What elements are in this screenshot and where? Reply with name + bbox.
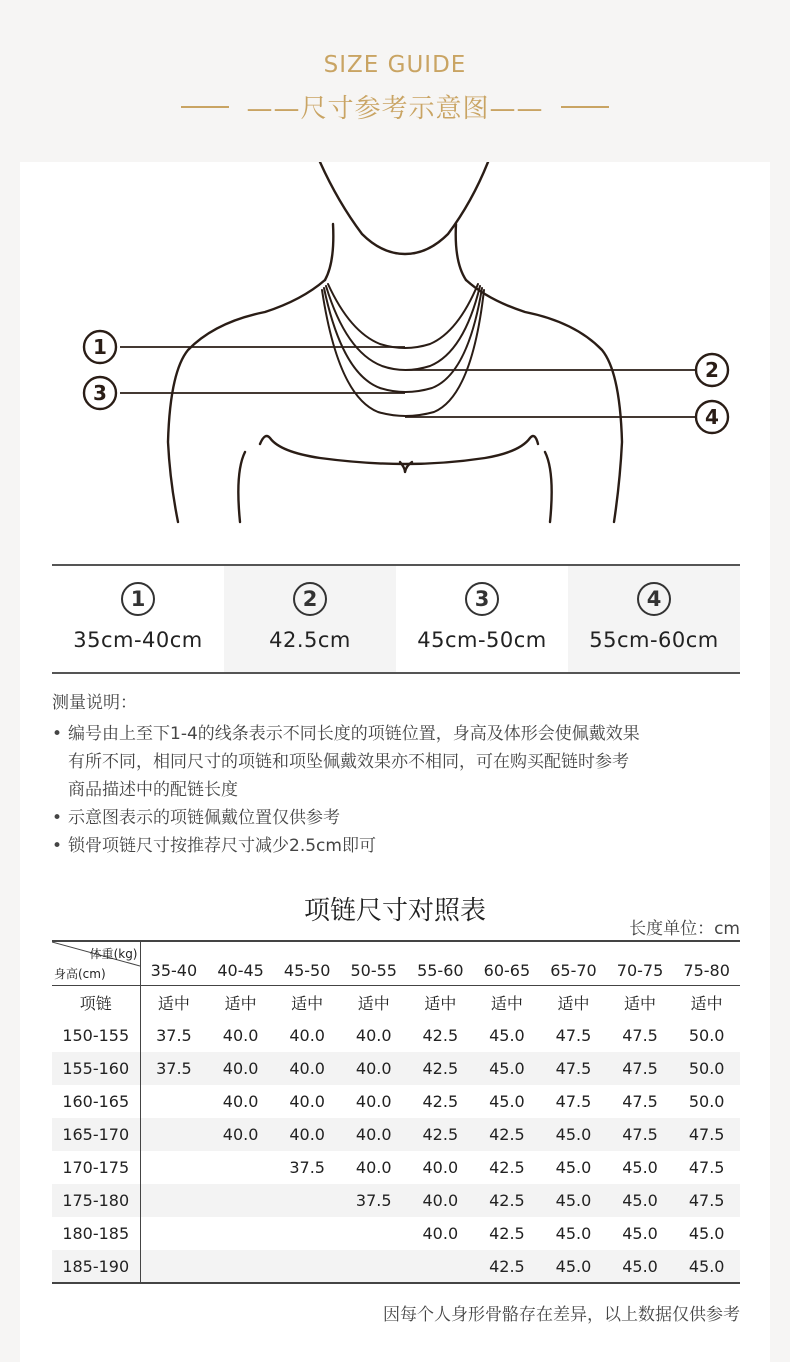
fit-cell: 适中 [474, 985, 541, 1019]
table-cell: 37.5 [156, 1026, 192, 1045]
size-table [52, 940, 740, 1284]
table-cell: 45.0 [607, 1250, 674, 1283]
row-height-label: 170-175 [52, 1151, 140, 1184]
table-cell: 47.5 [688, 1158, 725, 1177]
table-cell: 45.0 [622, 1224, 658, 1243]
table-row [52, 1184, 740, 1217]
row-height-label: 165-170 [52, 1118, 140, 1151]
table-row [52, 1250, 740, 1283]
table-cell: 47.5 [607, 1052, 674, 1085]
table-cell: 40.0 [207, 1118, 274, 1151]
row-height-label: 175-180 [52, 1184, 140, 1217]
title-zh: ——尺寸参考示意图—— [246, 94, 544, 124]
table-cell: 40.0 [407, 1184, 474, 1217]
table-row [52, 1052, 740, 1085]
table-cell: 45.0 [555, 1224, 592, 1243]
size-cell-1 [52, 566, 224, 672]
weight-header: 50-55 [340, 941, 407, 985]
title-zh-row [0, 88, 790, 124]
fit-cell: 适中 [207, 985, 274, 1019]
size-cell-3 [396, 566, 568, 672]
top-neckline [260, 436, 538, 464]
corner-weight-label: 体重(kg) [89, 947, 138, 961]
table-cell: 50.0 [688, 1092, 725, 1111]
table-cell [274, 1217, 341, 1250]
weight-header: 75-80 [673, 941, 740, 985]
weight-header: 60-65 [474, 941, 541, 985]
table-cell [207, 1151, 274, 1184]
table-cell: 40.0 [222, 1092, 259, 1111]
corner-height-label: 身高(cm) [54, 966, 106, 981]
note-item-3 [52, 832, 742, 860]
marker-3-label: 3 [93, 381, 107, 405]
table-row [52, 1151, 740, 1184]
weight-header: 45-50 [274, 941, 341, 985]
note-2-line-1: 示意图表示的项链佩戴位置仅供参考 [68, 808, 340, 828]
table-cell: 42.5 [474, 1118, 541, 1151]
row-height-label: 185-190 [52, 1250, 140, 1283]
marker-2-label: 2 [705, 358, 719, 382]
jaw-line [320, 162, 488, 254]
row-height-label: 160-165 [52, 1085, 140, 1118]
table-cell: 42.5 [474, 1250, 541, 1283]
table-cell: 50.0 [673, 1052, 740, 1085]
table-cell: 45.0 [474, 1052, 541, 1085]
note-item-2 [52, 804, 742, 832]
table-cell: 50.0 [688, 1026, 725, 1045]
necklace-2 [326, 286, 480, 370]
necklace-illustration [20, 162, 770, 562]
table-body [52, 1019, 740, 1283]
table-cell: 40.0 [355, 1158, 392, 1177]
note-item-1 [52, 720, 742, 804]
table-cell [140, 1250, 207, 1283]
fit-cell: 适中 [607, 985, 674, 1019]
table-cell: 45.0 [622, 1158, 658, 1177]
table-cell: 45.0 [607, 1184, 674, 1217]
neck-right [456, 224, 466, 280]
table-cell [207, 1217, 274, 1250]
weight-header: 40-45 [207, 941, 274, 985]
table-cell: 47.5 [673, 1118, 740, 1151]
table-footnote: 因每个人身形骨骼存在差异，以上数据仅供参考 [383, 1305, 740, 1325]
weight-header: 55-60 [407, 941, 474, 985]
table-cell: 47.5 [622, 1092, 658, 1111]
table-cell: 40.0 [340, 1052, 407, 1085]
table-cell: 42.5 [407, 1118, 474, 1151]
table-cell: 42.5 [407, 1052, 474, 1085]
table-cell: 42.5 [489, 1158, 525, 1177]
size-marker-1: 1 [121, 582, 155, 616]
shoulder-left [168, 280, 325, 522]
table-cell: 40.0 [222, 1026, 259, 1045]
table-cell: 40.0 [355, 1026, 392, 1045]
size-strip [52, 564, 740, 674]
table-cell: 47.5 [555, 1092, 592, 1111]
neck-left [325, 224, 333, 280]
title-en: SIZE GUIDE [323, 52, 467, 78]
table-cell: 37.5 [140, 1052, 207, 1085]
table-cell: 47.5 [540, 1052, 607, 1085]
size-marker-3: 3 [465, 582, 499, 616]
size-cell-4 [568, 566, 740, 672]
table-cell: 40.0 [289, 1092, 325, 1111]
fit-cell: 适中 [673, 985, 740, 1019]
table-cell: 40.0 [422, 1158, 459, 1177]
size-cell-2 [224, 566, 396, 672]
size-value-4: 55cm-60cm [589, 628, 719, 652]
note-1-line-3: 商品描述中的配链长度 [68, 780, 238, 800]
table-cell [274, 1250, 341, 1283]
table-cell: 42.5 [489, 1224, 525, 1243]
note-1-line-1: 编号由上至下1-4的线条表示不同长度的项链位置，身高及体形会使佩戴效果 [68, 724, 640, 744]
table-header-row [52, 941, 740, 985]
table-row [52, 1019, 740, 1052]
table-cell [340, 1217, 407, 1250]
bullet: • [52, 724, 63, 744]
table-cell: 47.5 [673, 1184, 740, 1217]
fit-row [52, 985, 740, 1019]
row-height-label: 150-155 [52, 1019, 140, 1052]
size-marker-2: 2 [293, 582, 327, 616]
table-title: 项链尺寸对照表 [303, 896, 486, 926]
table-cell: 40.0 [355, 1092, 392, 1111]
table-cell: 45.0 [540, 1250, 607, 1283]
marker-4-label: 4 [705, 405, 719, 429]
table-cell [140, 1151, 207, 1184]
table-row [52, 1085, 740, 1118]
table-cell [140, 1085, 207, 1118]
note-3-line-1: 锁骨项链尺寸按推荐尺寸减少2.5cm即可 [68, 836, 376, 856]
table-cell: 45.0 [489, 1026, 525, 1045]
weight-header: 65-70 [540, 941, 607, 985]
table-cell: 40.0 [274, 1118, 341, 1151]
size-value-2: 42.5cm [269, 628, 351, 652]
note-1-line-2: 有所不同，相同尺寸的项链和项坠佩戴效果亦不相同，可在购买配链时参考 [68, 752, 629, 772]
table-cell: 40.0 [422, 1224, 459, 1243]
table-cell: 42.5 [422, 1026, 459, 1045]
table-cell: 40.0 [274, 1052, 341, 1085]
table-cell: 45.0 [688, 1224, 725, 1243]
shoulder-right [466, 280, 622, 522]
arm-left [238, 452, 245, 522]
fit-cell: 适中 [340, 985, 407, 1019]
table-cell: 37.5 [340, 1184, 407, 1217]
table-corner-cell [52, 941, 140, 985]
table-cell [407, 1250, 474, 1283]
size-marker-4: 4 [637, 582, 671, 616]
table-cell: 45.0 [540, 1184, 607, 1217]
marker-1-label: 1 [93, 335, 107, 359]
fit-row-label: 项链 [52, 985, 140, 1019]
row-height-label: 180-185 [52, 1217, 140, 1250]
bullet: • [52, 808, 63, 828]
table-cell: 37.5 [289, 1158, 325, 1177]
notes-title: 测量说明： [52, 693, 137, 713]
table-row [52, 1118, 740, 1151]
fit-cell: 适中 [407, 985, 474, 1019]
size-value-3: 45cm-50cm [417, 628, 547, 652]
table-cell [140, 1184, 207, 1217]
table-cell [340, 1250, 407, 1283]
weight-header: 70-75 [607, 941, 674, 985]
table-cell: 47.5 [622, 1026, 658, 1045]
table-cell: 40.0 [289, 1026, 325, 1045]
table-cell [140, 1217, 207, 1250]
fit-cell: 适中 [140, 985, 207, 1019]
table-cell: 45.0 [673, 1250, 740, 1283]
table-cell: 40.0 [207, 1052, 274, 1085]
table-cell: 42.5 [422, 1092, 459, 1111]
row-height-label: 155-160 [52, 1052, 140, 1085]
fit-cell: 适中 [274, 985, 341, 1019]
fit-cell: 适中 [540, 985, 607, 1019]
content-panel [20, 162, 770, 1362]
bullet: • [52, 836, 63, 856]
unit-label: 长度单位：cm [629, 919, 740, 939]
size-value-1: 35cm-40cm [73, 628, 203, 652]
table-cell [140, 1118, 207, 1151]
weight-header: 35-40 [140, 941, 207, 985]
table-row [52, 1217, 740, 1250]
table-cell: 45.0 [540, 1118, 607, 1151]
arm-right [545, 452, 552, 522]
table-cell: 45.0 [489, 1092, 525, 1111]
table-cell [207, 1184, 274, 1217]
table-cell: 42.5 [474, 1184, 541, 1217]
table-cell: 40.0 [340, 1118, 407, 1151]
table-cell: 45.0 [555, 1158, 592, 1177]
table-cell: 47.5 [607, 1118, 674, 1151]
table-cell [207, 1250, 274, 1283]
size-table-wrapper [52, 940, 740, 1284]
measurement-notes [52, 690, 742, 860]
table-cell: 47.5 [555, 1026, 592, 1045]
table-cell [274, 1184, 341, 1217]
